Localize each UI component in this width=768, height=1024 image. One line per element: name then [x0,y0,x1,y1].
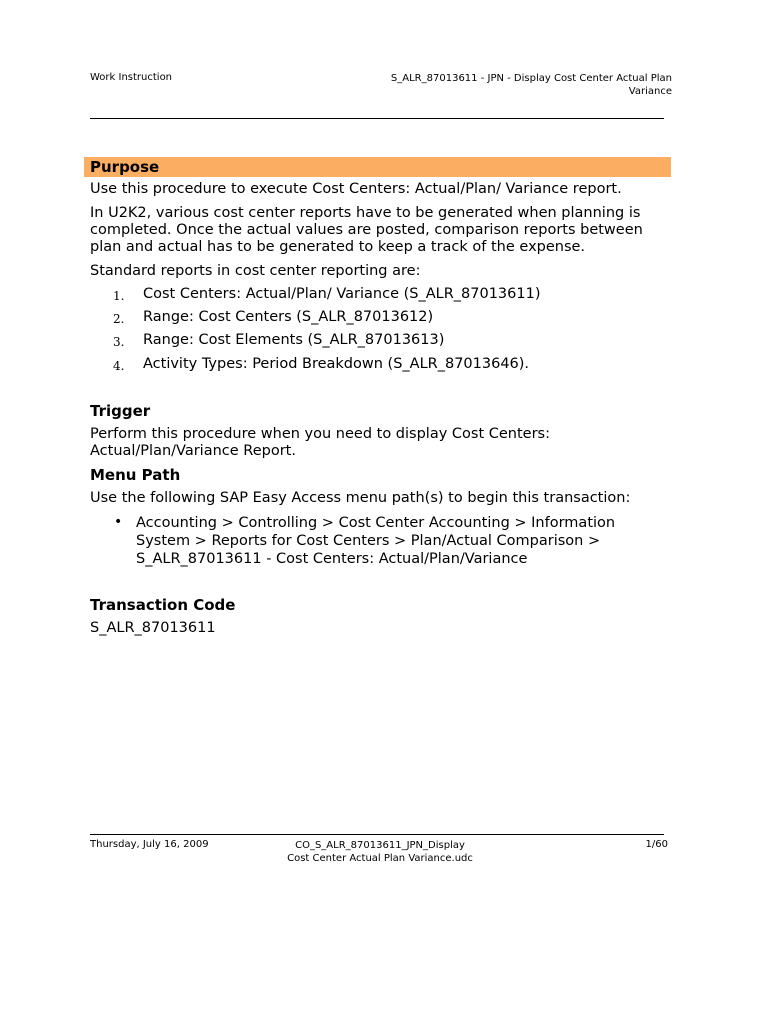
list-item-text: Range: Cost Centers (S_ALR_87013612) [143,309,434,325]
purpose-paragraph: In U2K2, various cost center reports have to be generated when planning is completed. Once the actual values are posted, comparison reports between plan and actual has to be generated to keep a track of the expense. [90,205,643,255]
transaction-code-heading: Transaction Code [90,596,236,614]
header-title-line2: Variance [628,86,672,97]
footer-filename-line1: CO_S_ALR_87013611_JPN_Display [295,840,465,851]
header-doc-type: Work Instruction [90,72,173,83]
list-item-number: 1. [113,289,125,303]
purpose-intro: Use this procedure to execute Cost Centers: Actual/Plan/ Variance report. [90,181,622,197]
menu-path-text: Accounting > Controlling > Cost Center Accounting > Information System > Reports for Cost Centers > Plan/Actual Comparison > S_ALR_87013611 - Cost Centers: Actual/Plan/Variance [136,515,616,567]
menu-path-intro: Use the following SAP Easy Access menu path(s) to begin this transaction: [90,490,631,506]
purpose-heading-bar [84,157,671,177]
footer-filename-line2: Cost Center Actual Plan Variance.udc [287,853,473,864]
trigger-text: Perform this procedure when you need to display Cost Centers: Actual/Plan/Variance Report. [90,426,550,459]
header-divider [90,118,664,119]
list-item-number: 2. [113,312,125,326]
footer-divider [90,834,664,835]
footer-date: Thursday, July 16, 2009 [90,839,209,850]
menu-path-heading: Menu Path [90,466,181,484]
bullet-icon: • [114,514,123,530]
purpose-list-intro: Standard reports in cost center reporting are: [90,263,421,279]
list-item-number: 4. [113,359,125,373]
footer-filename [270,839,490,865]
purpose-heading: Purpose [90,158,160,176]
list-item-text: Range: Cost Elements (S_ALR_87013613) [143,332,445,348]
list-item-number: 3. [113,335,125,349]
trigger-heading: Trigger [90,402,151,420]
transaction-code-value: S_ALR_87013611 [90,620,216,636]
footer-page-number: 1/60 [645,839,668,850]
list-item-text: Cost Centers: Actual/Plan/ Variance (S_ALR_87013611) [143,286,541,302]
header-doc-title [352,72,672,98]
header-title-line1: S_ALR_87013611 - JPN - Display Cost Center Actual Plan [390,73,672,84]
list-item-text: Activity Types: Period Breakdown (S_ALR_87013646). [143,356,530,372]
